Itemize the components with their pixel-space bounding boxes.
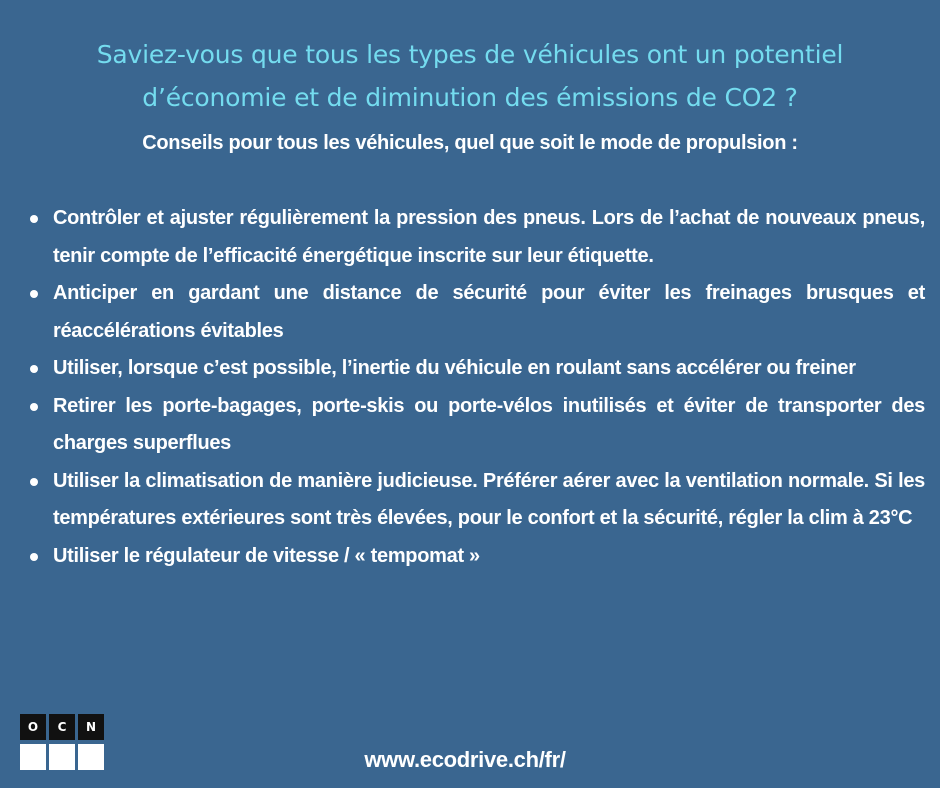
bullet-icon <box>30 215 38 223</box>
footer-url-link[interactable]: www.ecodrive.ch/fr/ <box>364 747 566 772</box>
logo-letter-n: N <box>78 714 104 740</box>
tips-list <box>20 200 925 575</box>
bullet-icon <box>30 553 38 561</box>
tip-text: Utiliser le régulateur de vitesse / « tempomat » <box>53 544 480 567</box>
logo-block <box>78 744 104 770</box>
tip-item <box>20 200 925 275</box>
logo-block <box>49 744 75 770</box>
tip-item <box>20 350 925 388</box>
tip-text: Contrôler et ajuster régulièrement la pression des pneus. Lors de l’achat de nouveaux pneus, tenir compte de l’efficacité énergétique inscrite sur leur étiquette. <box>53 207 925 267</box>
tip-item <box>20 538 925 576</box>
bullet-icon <box>30 290 38 298</box>
tip-text: Anticiper en gardant une distance de sécurité pour éviter les freinages brusques et réaccélérations évitables <box>53 282 925 342</box>
headline-question: Saviez-vous que tous les types de véhicules ont un potentiel d’économie et de diminution des émissions de CO2 ? <box>96 40 844 112</box>
bullet-icon <box>30 478 38 486</box>
tip-text: Retirer les porte-bagages, porte-skis ou porte-vélos inutilisés et éviter de transporter des charges superflues <box>53 394 925 454</box>
logo-block <box>20 744 46 770</box>
tip-item <box>20 463 925 538</box>
logo-letter-c: C <box>49 714 75 740</box>
tip-item <box>20 275 925 350</box>
subheading: Conseils pour tous les véhicules, quel que soit le mode de propulsion : <box>142 132 798 154</box>
tip-item <box>20 388 925 463</box>
bullet-icon <box>30 365 38 373</box>
ocn-logo <box>20 714 104 772</box>
tip-text: Utiliser, lorsque c’est possible, l’inertie du véhicule en roulant sans accélérer ou freiner <box>53 357 856 379</box>
bullet-icon <box>30 403 38 411</box>
logo-letter-o: O <box>20 714 46 740</box>
tip-text: Utiliser la climatisation de manière judicieuse. Préférer aérer avec la ventilation normale. Si les températures extérieures sont très élevées, pour le confort et la sécurité, régler la clim à 23°C <box>53 469 925 529</box>
